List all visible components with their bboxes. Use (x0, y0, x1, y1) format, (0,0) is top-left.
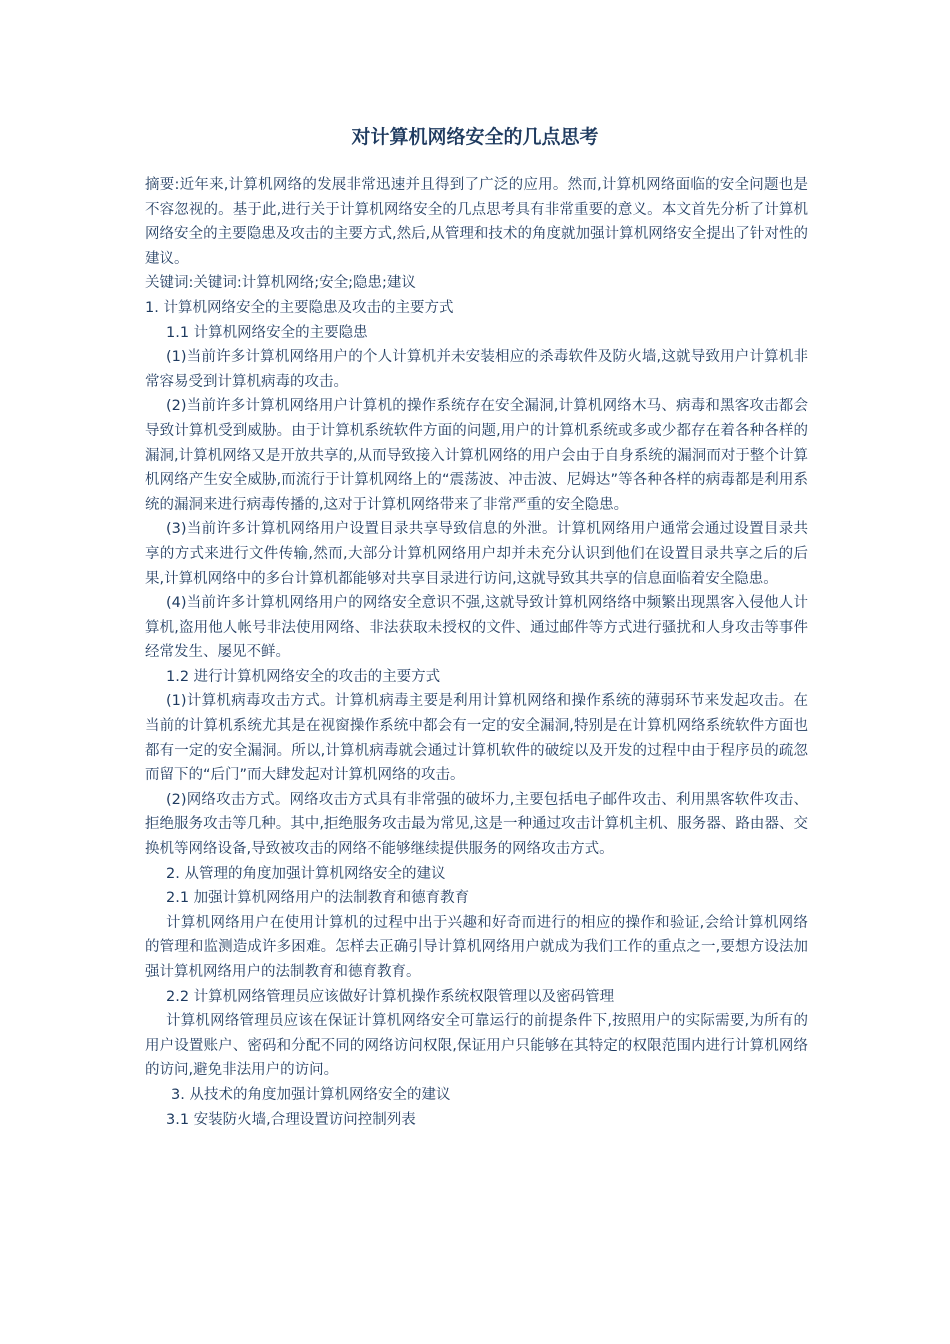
abstract-paragraph: 摘要:近年来,计算机网络的发展非常迅速并且得到了广泛的应用。然而,计算机网络面临的安全问题也是不容忽视的。基于此,进行关于计算机网络安全的几点思考具有非常重要的意义。本文首先分析了计算机网络安全的主要隐患及攻击的主要方式,然后,从管理和技术的角度就加强计算机网络安全提出了针对性的建议。 (145, 177, 808, 267)
subsection-heading-1-1: 1.1 计算机网络安全的主要隐患 (166, 324, 368, 341)
paragraph-1-1-2: (2)当前许多计算机网络用户计算机的操作系统存在安全漏洞,计算机网络木马、病毒和黑客攻击都会导致计算机受到威胁。由于计算机系统软件方面的问题,用户的计算机系统或多或少都存在着各种各样的漏洞,计算机网络又是开放共享的,从而导致接入计算机网络的用户会由于自身系统的漏洞而对于整个计算机网络产生安全威胁,而流行于计算机网络上的“震荡波、冲击波、尼姆达”等各种各样的病毒都是利用系统的漏洞来进行病毒传播的,这对于计算机网络带来了非常严重的安全隐患。 (145, 398, 808, 513)
keywords-line: 关键词:关键词:计算机网络;安全;隐患;建议 (145, 275, 416, 292)
section-heading-1: 1. 计算机网络安全的主要隐患及攻击的主要方式 (145, 299, 454, 316)
subsection-heading-3-1: 3.1 安装防火墙,合理设置访问控制列表 (166, 1111, 416, 1128)
section-heading-3: 3. 从技术的角度加强计算机网络安全的建议 (171, 1086, 451, 1103)
paragraph-1-1-1: (1)当前许多计算机网络用户的个人计算机并未安装相应的杀毒软件及防火墙,这就导致用户计算机非常容易受到计算机病毒的攻击。 (145, 349, 808, 390)
document-title: 对计算机网络安全的几点思考 (351, 126, 599, 148)
paragraph-1-1-4: (4)当前许多计算机网络用户的网络安全意识不强,这就导致计算机网络络中频繁出现黑客入侵他人计算机,盗用他人帐号非法使用网络、非法获取未授权的文件、通过邮件等方式进行骚扰和人身攻击等事件经常发生、屡见不鲜。 (145, 595, 808, 661)
subsection-heading-2-1: 2.1 加强计算机网络用户的法制教育和德育教育 (166, 890, 470, 907)
document-body (145, 173, 808, 1132)
paragraph-1-1-3: (3)当前许多计算机网络用户设置目录共享导致信息的外泄。计算机网络用户通常会通过设置目录共享的方式来进行文件传输,然而,大部分计算机网络用户却并未充分认识到他们在设置目录共享之后的后果,计算机网络中的多台计算机都能够对共享目录进行访问,这就导致其共享的信息面临着安全隐患。 (145, 521, 808, 587)
paragraph-1-2-1: (1)计算机病毒攻击方式。计算机病毒主要是利用计算机网络和操作系统的薄弱环节来发起攻击。在当前的计算机系统尤其是在视窗操作系统中都会有一定的安全漏洞,特别是在计算机网络系统软件方面也都有一定的安全漏洞。所以,计算机病毒就会通过计算机软件的破绽以及开发的过程中由于程序员的疏忽而留下的“后门”而大肆发起对计算机网络的攻击。 (145, 693, 808, 784)
subsection-heading-1-2: 1.2 进行计算机网络安全的攻击的主要方式 (166, 668, 441, 685)
paragraph-2-2-1: 计算机网络管理员应该在保证计算机网络安全可靠运行的前提条件下,按照用户的实际需要,为所有的用户设置账户、密码和分配不同的网络访问权限,保证用户只能够在其特定的权限范围内进行计算机网络的访问,避免非法用户的访问。 (145, 1013, 808, 1079)
section-heading-2: 2. 从管理的角度加强计算机网络安全的建议 (166, 865, 446, 882)
subsection-heading-2-2: 2.2 计算机网络管理员应该做好计算机操作系统权限管理以及密码管理 (166, 988, 615, 1005)
paragraph-1-2-2: (2)网络攻击方式。网络攻击方式具有非常强的破坏力,主要包括电子邮件攻击、利用黑客软件攻击、拒绝服务攻击等几种。其中,拒绝服务攻击最为常见,这是一种通过攻击计算机主机、服务器、路由器、交换机等网络设备,导致被攻击的网络不能够继续提供服务的网络攻击方式。 (145, 791, 808, 858)
paragraph-2-1-1: 计算机网络用户在使用计算机的过程中出于兴趣和好奇而进行的相应的操作和验证,会给计算机网络的管理和监测造成许多困难。怎样去正确引导计算机网络用户就成为我们工作的重点之一,要想方设法加强计算机网络用户的法制教育和德育教育。 (145, 914, 808, 980)
